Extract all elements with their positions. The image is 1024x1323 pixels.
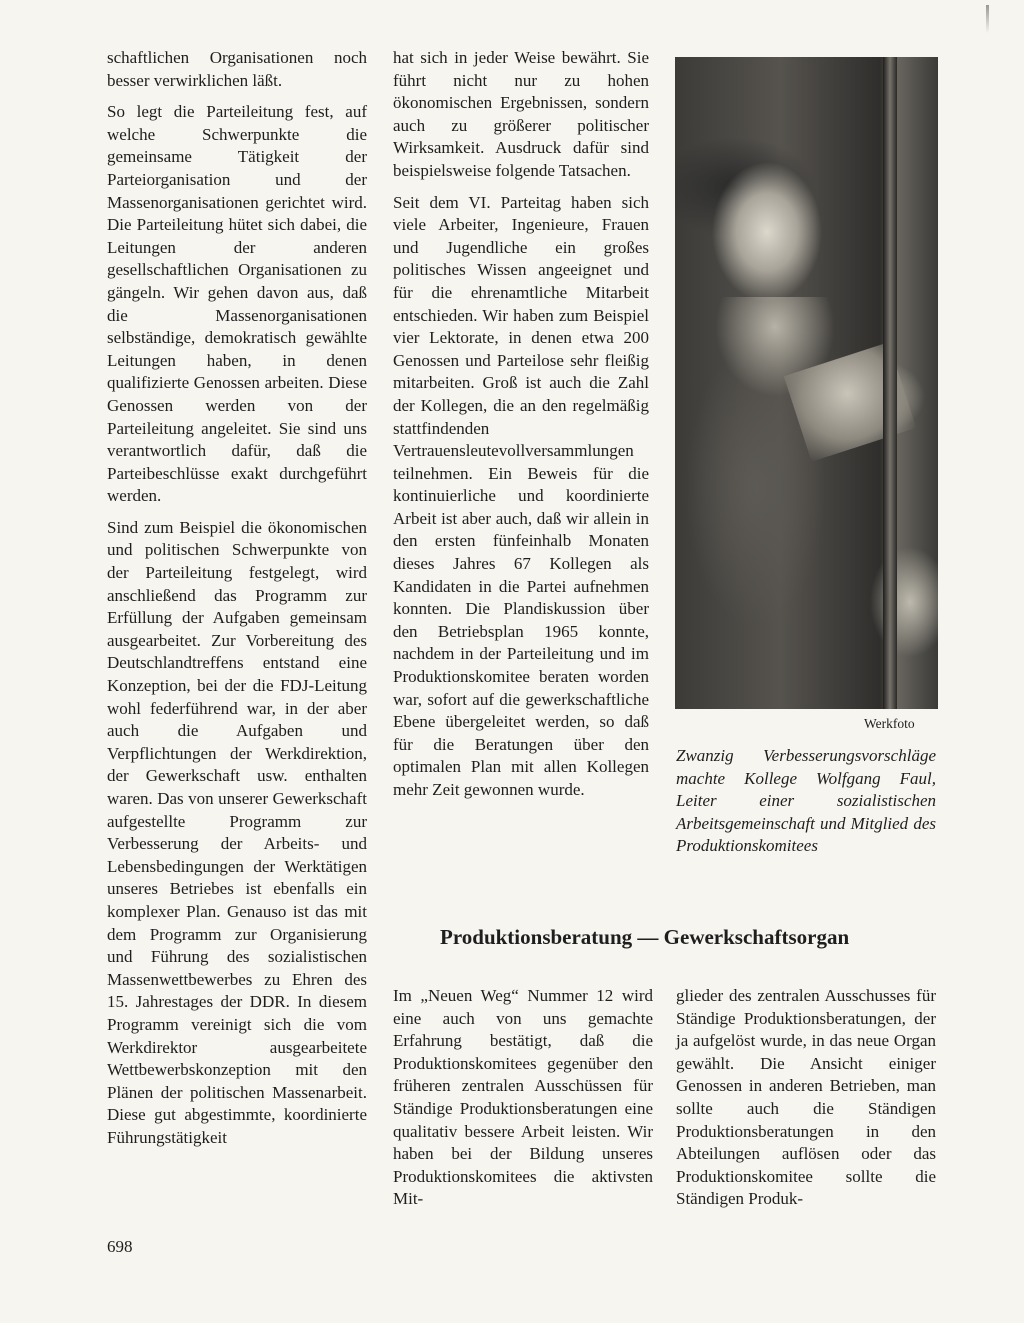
paragraph: glieder des zentralen Ausschusses für Ständige Produktionsberatungen, der ja aufgelöst wurde, in das neue Organ gewählt. Die Ansicht einiger Genossen in anderen Betrieben, man sollte auch die Ständigen Produktionsberatungen in den Abteilungen auflösen oder das Produktionskomitee sollte die Ständigen Produk- xyxy=(676,986,936,1209)
text-column-left xyxy=(107,47,367,1159)
paragraph: hat sich in jeder Weise bewährt. Sie führt nicht nur zu hohen ökonomischen Ergebnissen, sondern auch zu größerer politischer Wirksamkeit. Ausdruck dafür sind beispielsweise folgende Tatsachen. xyxy=(393,48,649,180)
scan-edge-mark xyxy=(986,5,989,33)
portrait-photo xyxy=(675,57,938,709)
section-column-left xyxy=(393,985,653,1220)
text-column-middle xyxy=(393,47,649,811)
paragraph: Seit dem VI. Parteitag haben sich viele Arbeiter, Ingenieure, Frauen und Jugendliche ein großes politisches Wissen angeeignet und für die ehrenamtliche Mitarbeit entschieden. Wir haben zum Beispiel vier Lektorate, in denen etwa 200 Genossen und Parteilose sehr fleißig mitarbeiten. Groß ist auch die Zahl der Kollegen, die an den regelmäßig stattfindenden Vertrauensleutevollversammlungen teilnehmen. Ein Beweis für die kontinuierliche und koordinierte Arbeit ist aber auch, daß wir allein in den ersten fünfeinhalb Monaten dieses Jahres 67 Kollegen als Kandidaten in die Partei aufnehmen konnten. Die Plandiskussion über den Betriebsplan 1965 konnte, nachdem in der Parteileitung und im Produktionskomitee beraten worden war, sofort auf die gewerkschaftliche Ebene übergeleitet werden, so daß für die Beratungen über den optimalen Plan mit allen Kollegen mehr Zeit gewonnen wurde. xyxy=(393,192,649,799)
page-number: 698 xyxy=(107,1237,133,1256)
paragraph: Sind zum Beispiel die ökonomischen und politischen Schwerpunkte von der Parteileitung festgelegt, wird anschließend das Programm zur Erfüllung der Aufgaben gemeinsam ausgearbeitet. Zur Vorbereitung des Deutschlandtreffens entstand eine Konzeption, bei der die FDJ-Leitung wohl federführend war, in der aber auch die Aufgaben und Verpflichtungen der Werkdirektion, der Gewerkschaft usw. enthalten waren. Das von unserer Gewerkschaft aufgestellte Programm zur Verbesserung der Arbeits- und Lebensbedingungen der Werktätigen unseres Betriebes ist ebenfalls ein komplexer Plan. Genauso ist das mit dem Programm zur Organisierung und Führung des sozialistischen Massenwettbewerbes zu Ehren des 15. Jahrestages der DDR. In diesem Programm vereinigt sich die vom Werkdirektor ausgearbeitete Wettbewerbskonzeption mit den Plänen der politischen Massenarbeit. Diese gut abgestimmte, koordinierte Führungstätigkeit xyxy=(107,517,367,1147)
paragraph: Im „Neuen Weg“ Nummer 12 wird eine auch von uns gemachte Erfahrung bestätigt, daß die Produktionskomitees gegenüber den früheren zentralen Ausschüssen für Ständige Produktionsberatungen eine qualitativ bessere Arbeit leisten. Wir haben bei der Bildung unseres Produktionskomitees die aktivsten Mit- xyxy=(393,986,653,1209)
paragraph: So legt die Parteileitung fest, auf welche Schwerpunkte die gemeinsame Tätigkeit der Parteiorganisation und der Massenorganisationen gerichtet wird. Die Parteileitung hütet sich dabei, die Leitungen der anderen gesellschaftlichen Organisationen zu gängeln. Wir gehen davon aus, daß die Massenorganisationen selbständige, demokratisch gewählte Leitungen haben, in denen qualifizierte Genossen arbeiten. Diese Genossen werden von der Parteileitung angeleitet. Sie sind uns verantwortlich dafür, daß die Parteibeschlüsse exakt durchgeführt werden. xyxy=(107,102,367,506)
paragraph: schaftlichen Organisationen noch besser verwirklichen läßt. xyxy=(107,48,367,90)
section-heading: Produktionsberatung — Gewerkschaftsorgan xyxy=(440,925,850,949)
photo-caption: Zwanzig Verbesserungsvorschläge machte Kollege Wolfgang Faul, Leiter einer sozialistischen Arbeitsgemeinschaft und Mitglied des Produktionskomitees xyxy=(676,746,936,856)
photo-credit: Werkfoto xyxy=(864,716,915,731)
section-column-right xyxy=(676,985,936,1220)
